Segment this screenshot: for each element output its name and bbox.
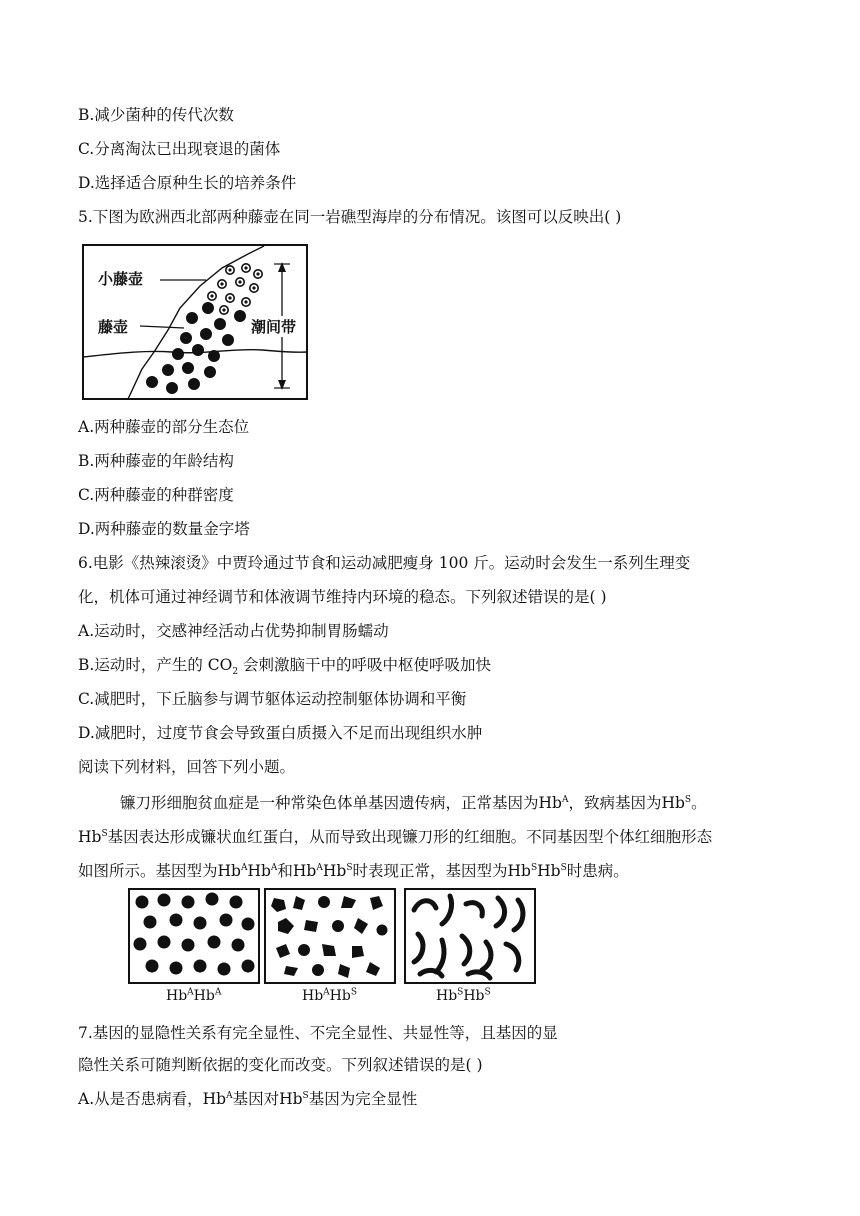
reading-paragraph-line3: 如图所示。基因型为$Hb^AHb^A$和$Hb^AHb^S$时表现正常，基因型为$Hb^SHb^S$时患病。 [78,862,629,880]
option-q4-b: B.减少菌种的传代次数 [78,106,234,124]
option-q6-a: A.运动时，交感神经活动占优势抑制胃肠蠕动 [78,622,389,640]
option-q4-c: C.分离淘汰已出现衰退的菌体 [78,140,281,158]
option-q4-d: D.选择适合原种生长的培养条件 [78,174,297,192]
panel-sickle-cells [404,888,536,984]
panel-carrier-cells [264,888,396,984]
label-intertidal-zone: 潮间带 [251,318,297,336]
caption-hbA-hbA: $Hb^AHb^A$ [166,987,222,1004]
q7-stem-line2: 隐性关系可随判断依据的变化而改变。下列叙述错误的是( ) [78,1056,483,1074]
q6-stem-line2: 化，机体可通过神经调节和体液调节维持内环境的稳态。下列叙述错误的是( ) [78,588,607,606]
label-barnacle: 藤壶 [98,318,129,336]
option-q5-a: A.两种藤壶的部分生态位 [78,418,250,436]
caption-hbS-hbS: $Hb^SHb^S$ [436,987,491,1004]
label-small-barnacle: 小藤壶 [98,270,144,288]
panel-normal-cells [128,888,260,984]
q5-stem: 5.下图为欧洲西北部两种藤壶在同一岩礁型海岸的分布情况。该图可以反映出( ) [78,208,622,226]
option-q6-b: B.运动时，产生的 $CO_2$ 会刺激脑干中的呼吸中枢使呼吸加快 [78,656,491,678]
option-q5-c: C.两种藤壶的种群密度 [78,486,234,504]
option-q5-b: B.两种藤壶的年龄结构 [78,452,234,470]
option-q7-a: A.从是否患病看，$Hb^A$基因对$Hb^S$基因为完全显性 [78,1090,418,1108]
caption-hbA-hbS: $Hb^AHb^S$ [302,987,358,1004]
q7-stem-line1: 7.基因的显隐性关系有完全显性、不完全显性、共显性等，且基因的显 [78,1024,558,1042]
option-q5-d: D.两种藤壶的数量金字塔 [78,520,250,538]
reading-paragraph-line1: 镰刀形细胞贫血症是一种常染色体单基因遗传病，正常基因为$Hb^A$，致病基因为$Hb^S$。 [120,794,707,812]
option-q6-d: D.减肥时，过度节食会导致蛋白质摄入不足而出现组织水肿 [78,724,483,742]
barnacle-figure [82,244,308,400]
option-q6-c: C.减肥时，下丘脑参与调节躯体运动控制躯体协调和平衡 [78,690,467,708]
reading-paragraph-line2: $Hb^S$基因表达形成镰状血红蛋白，从而导致出现镰刀形的红细胞。不同基因型个体红细胞形态 [78,828,713,846]
red-blood-cell-figure [128,888,536,1008]
q6-stem-line1: 6.电影《热辣滚烫》中贾玲通过节食和运动减肥瘦身 100 斤。运动时会发生一系列生理变 [78,554,691,572]
reading-intro: 阅读下列材料，回答下列小题。 [78,758,296,776]
